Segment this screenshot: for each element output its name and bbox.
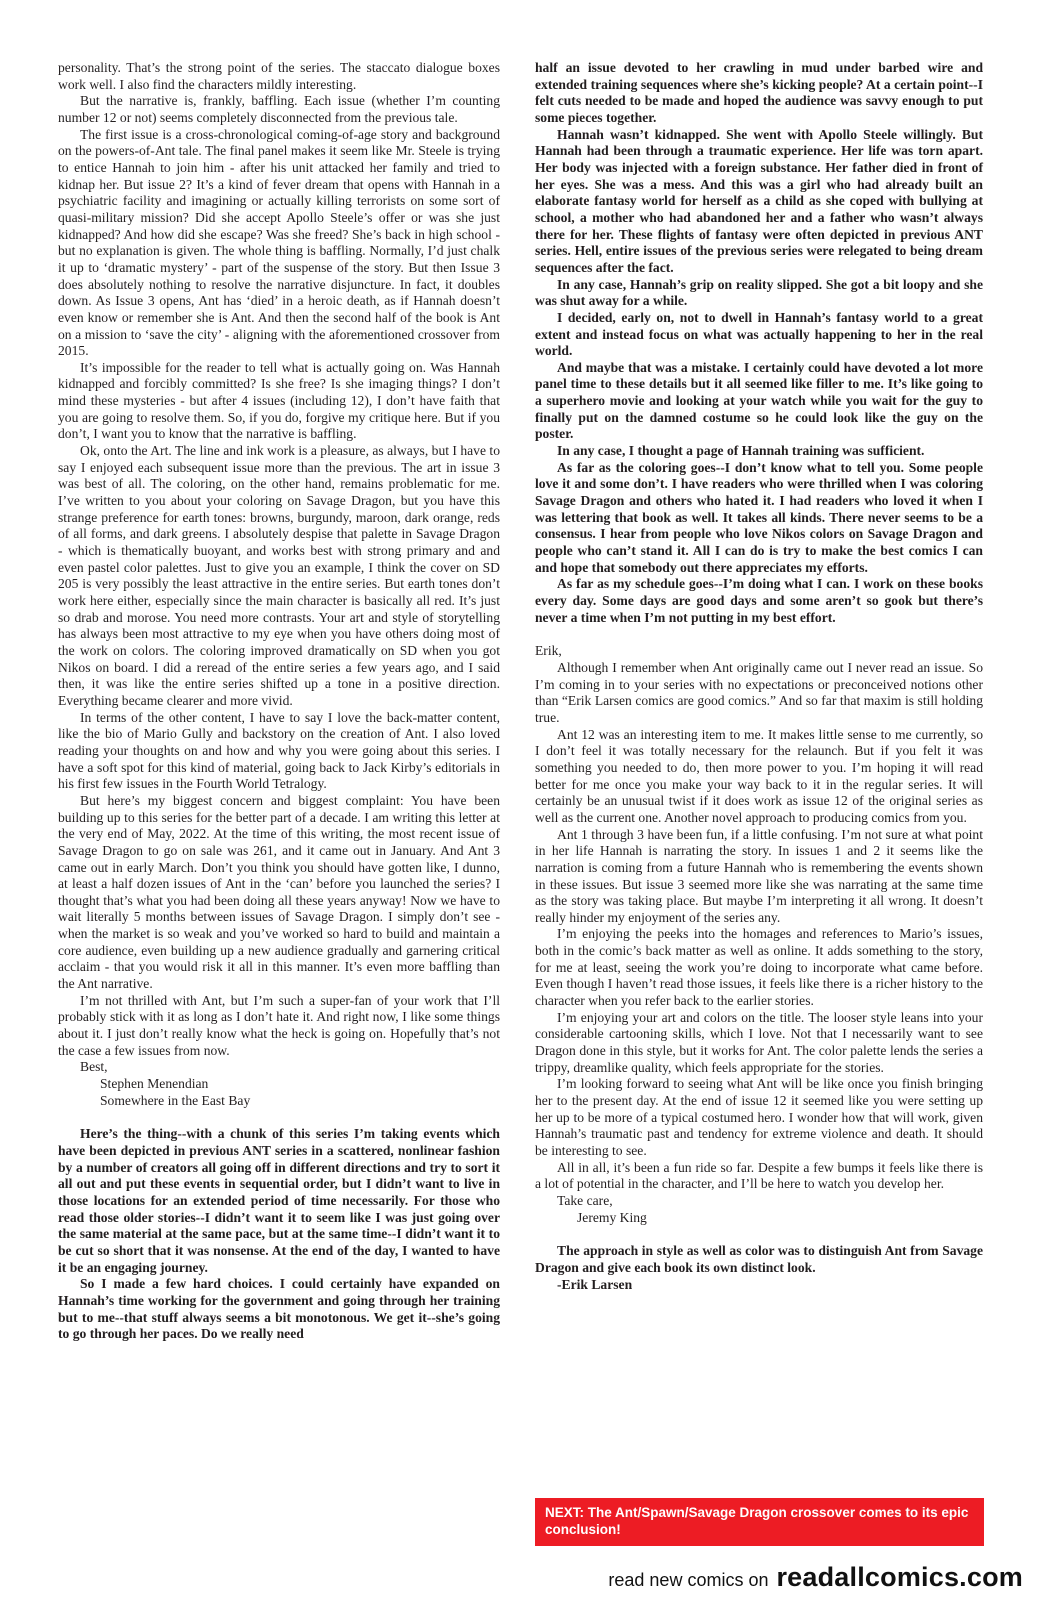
letter-paragraph: But the narrative is, frankly, baffling. Each issue (whether I’m counting number 12 or not) seems completely disconnected from the previous tale. xyxy=(58,93,500,125)
reply-paragraph: half an issue devoted to her crawling in mud under barbed wire and extended training sequences where she’s kicking people? At a certain point--I felt cuts needed to be made and hoped the audience was savvy enough to put some pieces together. xyxy=(535,60,983,125)
footer-brand-link[interactable]: readallcomics.com xyxy=(776,1562,1023,1592)
letter-salutation: Erik, xyxy=(535,643,562,659)
next-issue-text: NEXT: The Ant/Spawn/Savage Dragon crossover comes to its epic conclusion! xyxy=(545,1505,969,1537)
letter-paragraph: But here’s my biggest concern and biggest complaint: You have been building up to this series for the better part of a decade. I am writing this letter at the very end of May, 2022. At the time of this writing, the most recent issue of Savage Dragon to go on sale was 261, and it came out in January. And Ant 3 came out in early March. Don’t you think you should have gotten like, I dunno, at least a half dozen issues of Ant in the ‘can’ before you launched the series? I thought that’s what you had been doing all these years anyway! Now we have to wait literally 5 months between issues of Savage Dragon. I simply don’t see - when the market is so weak and you’ve worked so hard to build and maintain a core audience, even building up a new audience gradually and garnering critical acclaim - that you would risk it all in this manner. It’s even more baffling than the Ant narrative. xyxy=(58,792,500,992)
letter-paragraph: I’m enjoying your art and colors on the title. The looser style leans into your considerable cartooning skills, which I love. Not that I necessarily want to see Dragon done in this style, but it works for Ant. The color palette lends the series a trippy, dreamlike quality, which feels appropriate for the stories. xyxy=(535,1009,983,1075)
footer-lead-text: read new comics on xyxy=(608,1570,769,1590)
letter-paragraph: personality. That’s the strong point of the series. The staccato dialogue boxes work well. I also find the characters mildly interesting. xyxy=(58,60,500,92)
letter-paragraph: I’m enjoying the peeks into the homages and references to Mario’s issues, both in the comic’s back matter as well as online. It adds something to the story, for me at least, seeing the work you’re doing to incorporate what came before. Even though I haven’t read those issues, it feels like there is a richer history to the character when you refer back to the earlier stories. xyxy=(535,926,983,1009)
reply-paragraph: As far as the coloring goes--I don’t know what to tell you. Some people love it and some don’t. I have readers who were thrilled when I was coloring Savage Dragon and others who hated it. I had readers who loved it when I was lettering that book as well. It takes all kinds. There never seems to be a consensus. I hear from people who love Nikos colors on Savage Dragon and people who can’t stand it. All I can do is try to make the best comics I can and hope that somebody out there appreciates my efforts. xyxy=(535,459,983,575)
letter-signoff: Best, xyxy=(80,1059,108,1075)
letter-paragraph: In terms of the other content, I have to say I love the back-matter content, like the bio of Mario Gully and backstory on the creation of Ant. I also loved reading your thoughts on and how and why you were going about this series. I have a soft spot for this kind of material, going back to Jack Kirby’s editorials in his first few issues in the Fourth World Tetralogy. xyxy=(58,709,500,792)
right-column xyxy=(535,60,983,1293)
letter-signer-name: Stephen Menendian xyxy=(100,1076,209,1092)
reply-paragraph: As far as my schedule goes--I’m doing what I can. I work on these books every day. Some days are good days and some aren’t so gook but there’s never a time when I’m not putting in my best effort. xyxy=(535,576,983,625)
reply-paragraph: The approach in style as well as color was to distinguish Ant from Savage Dragon and give each book its own distinct look. xyxy=(535,1243,983,1275)
letter-signer-location: Somewhere in the East Bay xyxy=(100,1092,251,1108)
letter-paragraph: I’m looking forward to seeing what Ant will be like once you finish bringing her to the present day. At the end of issue 12 it seemed like you were setting up her up to be more of a typical costumed hero. I wonder how that will work, given Hannah’s traumatic past and tendency for extreme violence and death. It should be interesting to see. xyxy=(535,1076,983,1158)
letter-paragraph: Although I remember when Ant originally came out I never read an issue. So I’m coming in to your series with no expectations or preconceived notions other than “Erik Larsen comics are good comics.” And so far that maxim is still holding true. xyxy=(535,659,983,725)
letter-paragraph: All in all, it’s been a fun ride so far. Despite a few bumps it feels like there is a lot of potential in the character, and I’ll be here to watch you develop her. xyxy=(535,1159,983,1192)
reply-paragraph: Here’s the thing--with a chunk of this series I’m taking events which have been depicted in previous ANT series in a scattered, nonlinear fashion by a number of creators all going off in different directions and try to sort it all out and put these events in sequential order, but I didn’t want to live in those locations for an extended period of time necessarily. For those who read those older stories--I didn’t want it to seem like I was just going over the same material at the same pace, but at the same time--I didn’t want it to be cut so short that it was nonsense. At the end of the day, I wanted to have it be an engaging journey. xyxy=(58,1126,500,1275)
letter-paragraph: Ant 1 through 3 have been fun, if a little confusing. I’m not sure at what point in her life Hannah is narrating the story. In issues 1 and 2 it seems like the narration is coming from a future Hannah who is remembering the events shown in these issues. But issue 3 seemed more like she was narrating at the same time as the story was taking place. But maybe I’m interpreting it all wrong. It doesn’t really hinder my enjoyment of the series any. xyxy=(535,826,983,925)
letter-signer-name: Jeremy King xyxy=(577,1209,647,1225)
letter-paragraph: The first issue is a cross-chronological coming-of-age story and background on the powers-of-Ant tale. The final panel makes it seem like Mr. Steele is trying to entice Hannah to join him - after his unit attacked her family and tried to kidnap her. But issue 2? It’s a kind of fever dream that opens with Hannah in a psychiatric facility and imagining or actually killing terrorists on some sort of quasi-military mission? Did she accept Apollo Steele’s offer or was she just kidnapped? And how did she escape? Was she freed? She’s back in high school - but no explanation is given. The whole thing is baffling. Normally, I’d just chalk it up to ‘dramatic mystery’ - part of the suspense of the story. But then Issue 3 does absolutely nothing to resolve the narrative disjuncture. In fact, it doubles down. As Issue 3 opens, Ant has ‘died’ in a heroic death, as if Hannah doesn’t even know or remember she is Ant. And then the second half of the book is Ant on a mission to ‘save the city’ - aligning with the aforementioned crossover from 2015. xyxy=(58,126,500,359)
next-issue-box xyxy=(535,1498,984,1546)
reply-signature: -Erik Larsen xyxy=(557,1276,633,1292)
reply-paragraph: And maybe that was a mistake. I certainly could have devoted a lot more panel time to these details but it all seemed like filler to me. It’s like going to a superhero movie and looking at your watch while you wait for the guy to finally put on the damned costume so he could look like the guy on the poster. xyxy=(535,359,983,442)
letter-paragraph: Ant 12 was an interesting item to me. It makes little sense to me currently, so I don’t feel it was totally necessary for the relaunch. But if you felt it was something you needed to do, then more power to you. I’m hoping it will read better for me once you make your way back to it in the regular series. It will certainly be an unusual twist if it does work as issue 12 of the original series as well as the current one. Another novel approach to producing comics from you. xyxy=(535,726,983,825)
letter-signoff: Take care, xyxy=(557,1192,613,1208)
reply-paragraph: I decided, early on, not to dwell in Hannah’s fantasy world to a great extent and instead focus on what was actually happening to her in the real world. xyxy=(535,309,983,359)
left-column xyxy=(58,60,500,1343)
letter-paragraph: It’s impossible for the reader to tell what is actually going on. Was Hannah kidnapped and forcibly committed? Is she free? Is she imaging things? I don’t mind these mysteries - but after 4 issues (including 12), I don’t have faith that you are going to resolve them. So, if you do, forgive my critique here. But if you don’t, I want you to know that the narrative is baffling. xyxy=(58,359,500,442)
site-footer xyxy=(608,1562,1023,1596)
reply-paragraph: In any case, I thought a page of Hannah training was sufficient. xyxy=(557,443,925,459)
reply-paragraph: In any case, Hannah’s grip on reality slipped. She got a bit loopy and she was shut away for a while. xyxy=(535,276,983,309)
letter-paragraph: I’m not thrilled with Ant, but I’m such a super-fan of your work that I’ll probably stick with it as long as I don’t hate it. And right now, I like some things about it. I just don’t really know what the heck is going on. Hopefully that’s not the case a few issues from now. xyxy=(58,992,500,1058)
reply-paragraph: Hannah wasn’t kidnapped. She went with Apollo Steele willingly. But Hannah had been through a traumatic experience. Her life was torn apart. Her body was injected with a foreign substance. Her father died in front of her eyes. She was a mess. And this was a girl who had already built an elaborate fantasy world for herself as a child as she coped with bullying at school, a mother who had abandoned her and a father who wasn’t always there for her. These flights of fantasy were often depicted in previous ANT series. Hell, entire issues of the previous series were relegated to being dream sequences after the fact. xyxy=(535,126,983,275)
letter-paragraph: Ok, onto the Art. The line and ink work is a pleasure, as always, but I have to say I enjoyed each subsequent issue more than the previous. The art in issue 3 was best of all. The coloring, on the other hand, remains problematic for me. I’ve written to you about your coloring on Savage Dragon, but you have this strange preference for earth tones: browns, burgundy, maroon, dark orange, reds of all forms, and dark greens. I absolutely despise that palette in Savage Dragon - which is thematically buoyant, and works best with strong primary and and even pastel color palettes. Just to give you an example, I think the cover on SD 205 is very possibly the least attractive in the entire series. But earth tones don’t work here either, especially since the main character is basically all red. It’s just so drab and morose. You need more contrasts. Your art and style of storytelling has always been most attractive to my eye when you have others doing most of the work on colors. The coloring improved dramatically on SD when you got Nikos on board. I did a reread of the entire series a few years ago, and I said then, it was like the entire series shifted up a tone in a positive direction. Everything became clearer and more vivid. xyxy=(58,443,500,708)
reply-paragraph: So I made a few hard choices. I could certainly have expanded on Hannah’s time working for the government and going through her training but to me--that stuff always seems a bit monotonous. We get it--she’s going to go through her paces. Do we really need xyxy=(58,1276,500,1342)
